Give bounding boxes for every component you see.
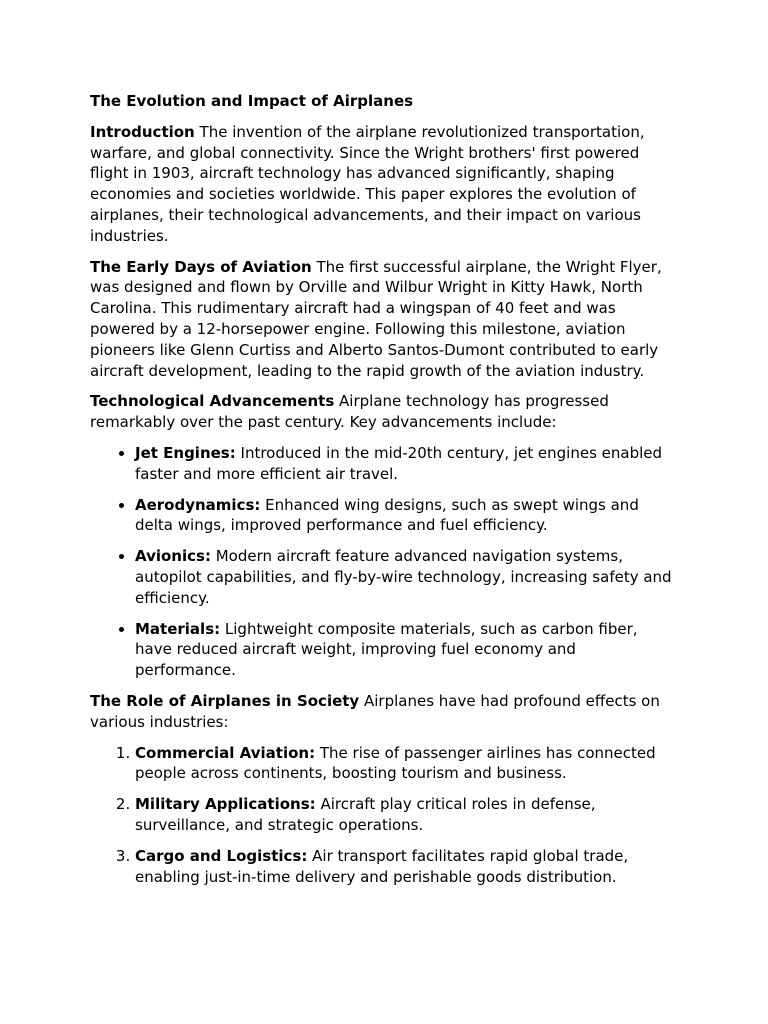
early-days-text: The first successful airplane, the Wright Flyer, was designed and flown by Orville and Wilbur Wright in Kitty Hawk, North Carolina. This rudimentary aircraft had a wingspan of 40 feet and was powered by a 12-horsepower engine. Following this milestone, aviation pioneers like Glenn Curtiss and Alberto Santos-Dumont contributed to early aircraft development, leading to the rapid growth of the aviation industry. [90,257,662,380]
list-item-military-applications [135,794,678,836]
list-item-label: Military Applications: [135,795,316,814]
society-text: Airplanes have had profound effects on various industries: [90,691,660,731]
society-paragraph [90,691,678,733]
list-item-avionics [135,546,678,608]
tech-text: Airplane technology has progressed remarkably over the past century. Key advancements include: [90,392,609,432]
list-item-label: Jet Engines: [135,443,236,462]
list-item-label: Avionics: [135,547,211,566]
list-item-commercial-aviation [135,743,678,785]
list-item-label: Commercial Aviation: [135,743,316,762]
list-item-label: Aerodynamics: [135,495,261,514]
list-item-materials [135,619,678,681]
list-item-text: Air transport facilitates rapid global trade, enabling just-in-time delivery and perishable goods distribution. [135,846,629,886]
society-impact-list [90,743,678,888]
list-item-text: Aircraft play critical roles in defense, surveillance, and strategic operations. [135,795,596,834]
list-item-text: Introduced in the mid-20th century, jet engines enabled faster and more efficient air travel. [135,443,663,483]
list-item-text: Lightweight composite materials, such as carbon fiber, have reduced aircraft weight, improving fuel economy and performance. [135,619,638,680]
early-days-paragraph [90,257,678,382]
list-item-aerodynamics [135,495,678,537]
list-item-jet-engines [135,443,678,485]
list-item-label: Cargo and Logistics: [135,846,308,865]
tech-advancements-list [90,443,678,681]
document-title: The Evolution and Impact of Airplanes [90,92,414,110]
list-item-text: Modern aircraft feature advanced navigation systems, autopilot capabilities, and fly-by-wire technology, increasing safety and efficiency. [135,547,672,607]
list-item-text: The rise of passenger airlines has connected people across continents, boosting tourism and business. [135,743,656,783]
list-item-text: Enhanced wing designs, such as swept wings and delta wings, improved performance and fuel efficiency. [135,495,639,535]
society-heading: The Role of Airplanes in Society [90,691,360,710]
introduction-text: The invention of the airplane revolutionized transportation, warfare, and global connectivity. Since the Wright brothers' first powered flight in 1903, aircraft technology has advanced significantly, shaping economies and societies worldwide. This paper explores the evolution of airplanes, their technological advancements, and their impact on various industries. [90,122,645,245]
tech-heading: Technological Advancements [90,392,335,411]
introduction-paragraph [90,122,678,247]
list-item-cargo-logistics [135,846,678,888]
tech-paragraph [90,391,678,433]
early-days-heading: The Early Days of Aviation [90,257,312,276]
introduction-heading: Introduction [90,122,195,141]
list-item-label: Materials: [135,619,221,638]
